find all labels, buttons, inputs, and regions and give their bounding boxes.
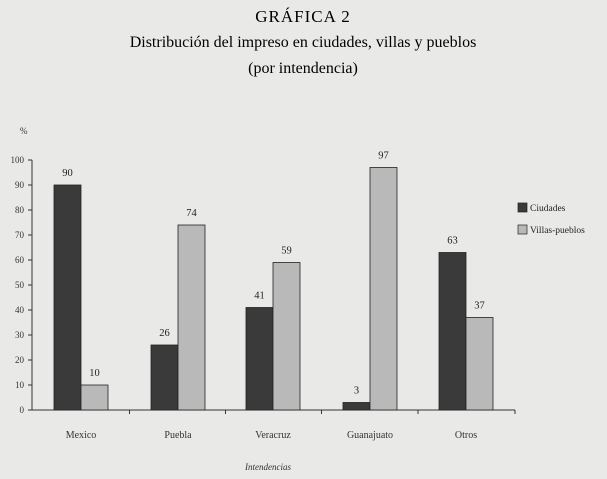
data-label: 3 [353, 385, 360, 397]
data-label: 41 [254, 290, 265, 302]
y-tick-label: 20 [15, 355, 24, 365]
bar-villas-pueblos-otros [466, 318, 493, 411]
bar-villas-pueblos-mexico [81, 385, 108, 410]
bar-ciudades-mexico [54, 185, 81, 410]
data-label: 10 [89, 368, 100, 379]
data-label: 74 [186, 208, 197, 219]
y-tick-label: 60 [15, 255, 24, 265]
x-tick-label: Guanajuato [346, 430, 394, 441]
y-axis-label: % [20, 126, 28, 136]
legend [518, 203, 585, 236]
legend-swatch [518, 203, 527, 212]
legend-label: Villas-pueblos [530, 226, 585, 236]
y-tick-label: 80 [15, 205, 24, 215]
y-tick-label: 90 [15, 180, 24, 190]
y-tick-label: 30 [15, 330, 24, 340]
x-categories [66, 410, 515, 441]
bar-ciudades-puebla [151, 345, 178, 410]
y-tick-label: 0 [19, 405, 24, 415]
y-tick-label: 40 [15, 305, 24, 315]
data-label: 90 [62, 168, 73, 179]
bar-ciudades-veracruz [246, 308, 273, 411]
bar-villas-pueblos-veracruz [273, 263, 300, 411]
legend-swatch [518, 225, 527, 234]
data-label: 59 [281, 245, 292, 257]
bar-villas-pueblos-guanajuato [370, 168, 397, 411]
bar-ciudades-guanajuato [343, 403, 370, 411]
y-tick-label: 100 [10, 155, 24, 165]
chart-title: Distribución del impreso en ciudades, villas y pueblos [129, 34, 477, 51]
bar-ciudades-otros [439, 253, 466, 411]
x-axis-label: Intendencias [245, 462, 291, 472]
y-tick-label: 10 [15, 380, 24, 390]
bar-villas-pueblos-puebla [178, 225, 205, 410]
data-label: 63 [447, 235, 458, 247]
bars [54, 151, 493, 411]
data-label: 97 [378, 150, 389, 162]
y-tick-label: 50 [15, 280, 24, 290]
y-tick-label: 70 [15, 230, 24, 240]
x-tick-label: Veracruz [255, 430, 291, 441]
legend-label: Ciudades [530, 204, 566, 214]
chart-subtitle: (por intendencia) [248, 60, 358, 77]
data-label: 26 [159, 328, 170, 339]
chart-label: GRÁFICA 2 [255, 7, 351, 26]
y-ticks [11, 155, 33, 415]
x-tick-label: Puebla [164, 430, 192, 441]
x-tick-label: Otros [454, 430, 478, 441]
x-tick-label: Mexico [65, 430, 97, 441]
data-label: 37 [474, 300, 485, 312]
